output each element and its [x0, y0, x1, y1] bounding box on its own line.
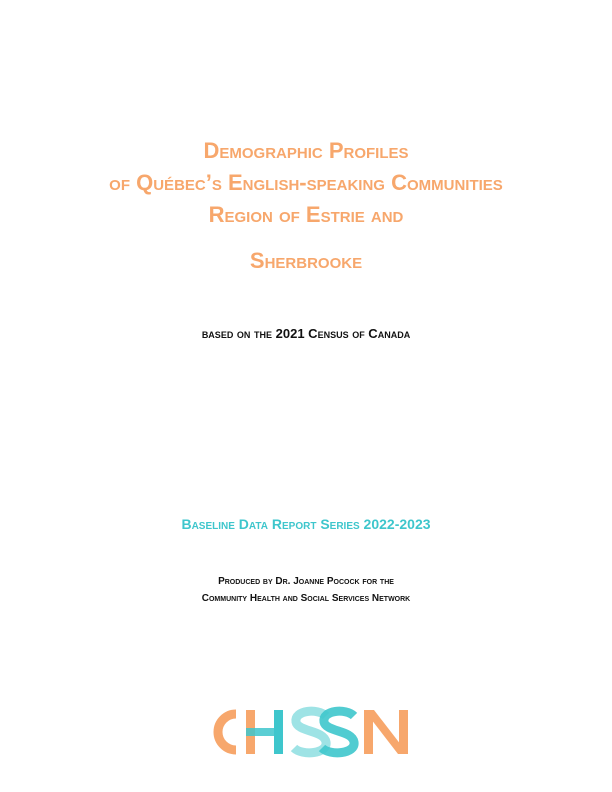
logo-letter-h	[246, 710, 283, 754]
report-title	[0, 135, 612, 277]
produced-by-line-1: Produced by Dr. Joanne Pocock for the	[218, 576, 394, 587]
logo-letter-n	[364, 710, 408, 754]
report-series: Baseline Data Report Series 2022-2023	[181, 516, 431, 532]
produced-by-line-2: Community Health and Social Services Network	[201, 593, 411, 604]
title-line-2: of Québec’s English-speaking Communities	[109, 170, 503, 195]
title-line-4: Sherbrooke	[249, 248, 363, 273]
logo-letter-s2	[322, 711, 354, 753]
title-line-3: Region of Estrie and	[208, 202, 404, 227]
title-line-1: Demographic Profiles	[203, 138, 409, 163]
produced-by	[0, 573, 612, 607]
chssn-logo	[196, 702, 416, 762]
report-subtitle: based on the 2021 Census of Canada	[201, 326, 411, 341]
logo-letter-c	[218, 714, 236, 750]
